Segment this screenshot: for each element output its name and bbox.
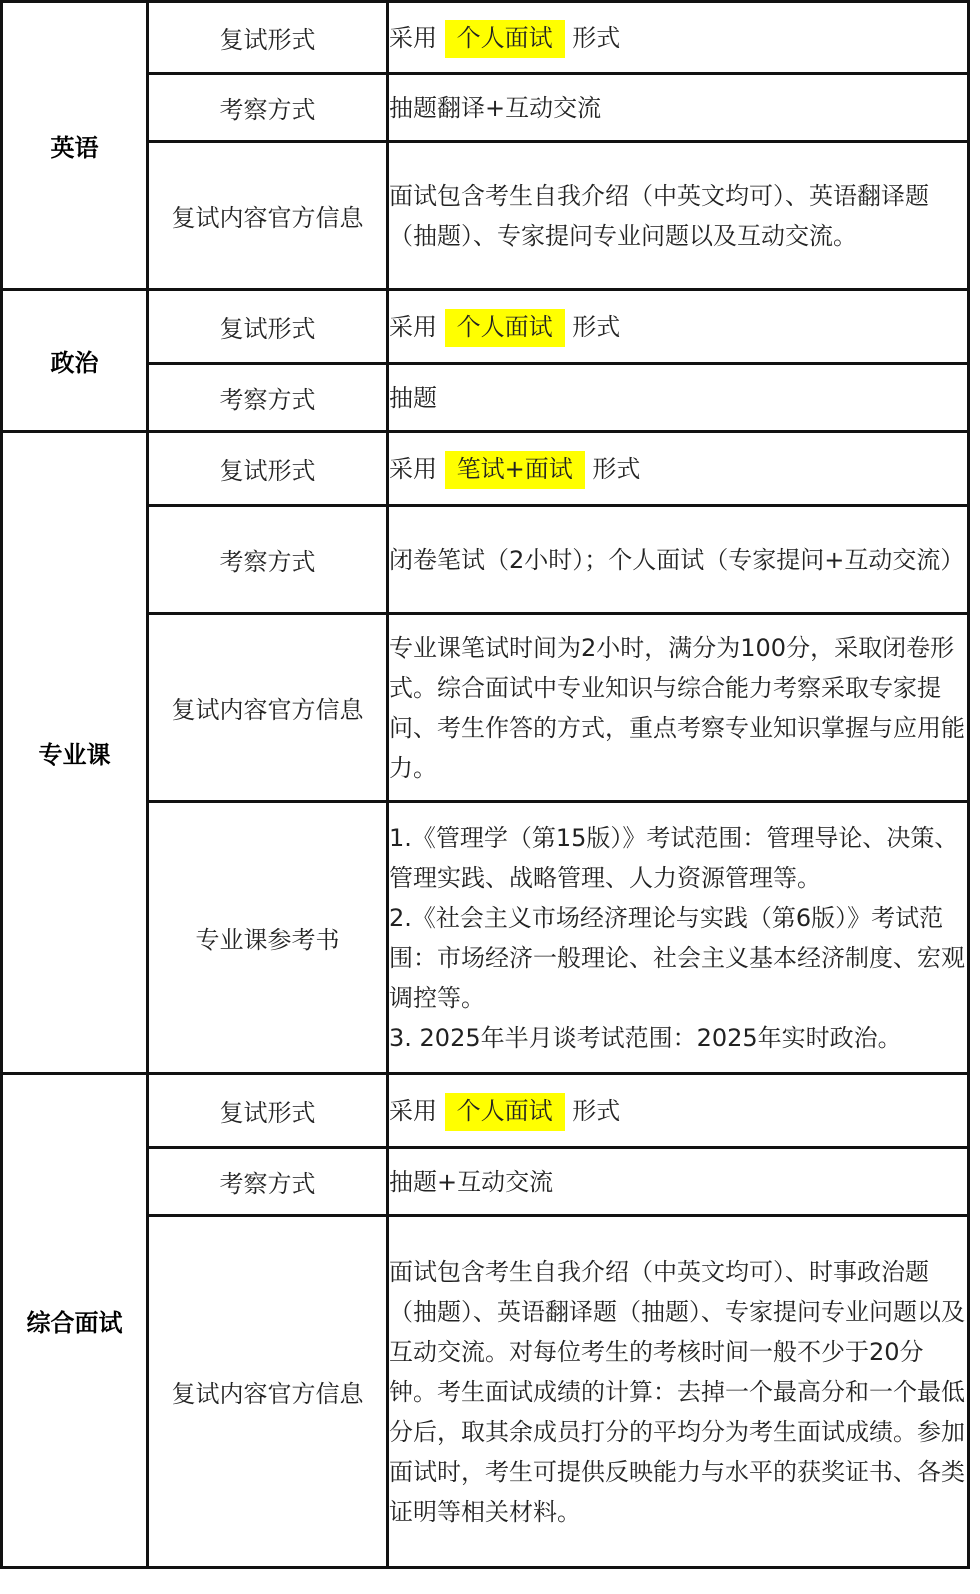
table-row bbox=[2, 2, 969, 74]
book-item: 1.《管理学（第15版）》考试范围：管理导论、决策、管理实践、战略管理、人力资源管理等。 bbox=[389, 823, 959, 892]
book-item: 2.《社会主义市场经济理论与实践（第6版）》考试范围：市场经济一般理论、社会主义基本经济制度、宏观调控等。 bbox=[389, 903, 965, 1012]
item-label-cell bbox=[148, 74, 388, 142]
format-cell bbox=[388, 432, 969, 506]
table-row bbox=[2, 364, 969, 432]
table-row bbox=[2, 432, 969, 506]
info-text: 面试包含考生自我介绍（中英文均可）、英语翻译题（抽题）、专家提问专业问题以及互动交流。 bbox=[389, 181, 929, 250]
format-suffix: 形式 bbox=[572, 1096, 621, 1125]
format-cell bbox=[388, 290, 969, 364]
format-suffix: 形式 bbox=[572, 23, 621, 52]
item-label: 考察方式 bbox=[219, 386, 316, 414]
table-row bbox=[2, 74, 969, 142]
table-row bbox=[2, 506, 969, 614]
format-cell bbox=[388, 2, 969, 74]
item-label-cell bbox=[148, 364, 388, 432]
highlight-mark: 个人面试 bbox=[445, 309, 565, 347]
item-label: 复试内容官方信息 bbox=[171, 204, 364, 232]
format-cell bbox=[388, 1074, 969, 1148]
format-prefix: 采用 bbox=[389, 454, 437, 483]
method-cell bbox=[388, 74, 969, 142]
format-prefix: 采用 bbox=[389, 1096, 437, 1125]
item-label: 复试形式 bbox=[219, 457, 316, 485]
item-label: 专业课参考书 bbox=[195, 926, 340, 954]
table-row bbox=[2, 1216, 969, 1568]
item-label: 考察方式 bbox=[219, 1170, 316, 1198]
subject-label: 专业课 bbox=[38, 741, 111, 769]
item-label-cell bbox=[148, 432, 388, 506]
item-label-cell bbox=[148, 1148, 388, 1216]
format-suffix: 形式 bbox=[572, 312, 621, 341]
subject-cell-interview bbox=[2, 1074, 148, 1568]
format-prefix: 采用 bbox=[389, 312, 437, 341]
subject-label: 综合面试 bbox=[26, 1309, 123, 1337]
info-text: 面试包含考生自我介绍（中英文均可）、时事政治题（抽题）、英语翻译题（抽题）、专家提问专业问题以及互动交流。对每位考生的考核时间一般不少于20分钟。考生面试成绩的计算：去掉一个最高分和一个最低分后，取其余成员打分的平均分为考生面试成绩。参加面试时，考生可提供反映能力与水平的获奖证书、各类证明等相关材料。 bbox=[389, 1257, 965, 1526]
item-label: 复试内容官方信息 bbox=[171, 1380, 364, 1408]
subject-cell-english bbox=[2, 2, 148, 290]
format-prefix: 采用 bbox=[389, 23, 437, 52]
method-text: 抽题翻译+互动交流 bbox=[389, 93, 602, 122]
method-text: 抽题 bbox=[389, 383, 437, 412]
books-cell bbox=[388, 802, 969, 1074]
item-label: 复试形式 bbox=[219, 26, 316, 54]
highlight-mark: 笔试+面试 bbox=[445, 451, 585, 489]
subject-label: 英语 bbox=[50, 134, 99, 162]
table-row bbox=[2, 614, 969, 802]
item-label: 复试形式 bbox=[219, 315, 316, 343]
subject-cell-politics bbox=[2, 290, 148, 432]
item-label-cell bbox=[148, 1074, 388, 1148]
method-text: 抽题+互动交流 bbox=[389, 1167, 554, 1196]
table-row bbox=[2, 802, 969, 1074]
item-label-cell bbox=[148, 2, 388, 74]
method-text: 闭卷笔试（2小时）；个人面试（专家提问+互动交流） bbox=[389, 545, 965, 574]
subject-label: 政治 bbox=[50, 349, 99, 377]
info-cell bbox=[388, 1216, 969, 1568]
item-label-cell bbox=[148, 802, 388, 1074]
item-label-cell bbox=[148, 290, 388, 364]
item-label: 复试形式 bbox=[219, 1099, 316, 1127]
table-row bbox=[2, 1148, 969, 1216]
item-label-cell bbox=[148, 1216, 388, 1568]
item-label: 考察方式 bbox=[219, 96, 316, 124]
highlight-mark: 个人面试 bbox=[445, 20, 565, 58]
highlight-mark: 个人面试 bbox=[445, 1093, 565, 1131]
method-cell bbox=[388, 506, 969, 614]
table-row bbox=[2, 142, 969, 290]
item-label: 复试内容官方信息 bbox=[171, 696, 364, 724]
info-cell bbox=[388, 142, 969, 290]
table-row bbox=[2, 290, 969, 364]
item-label-cell bbox=[148, 614, 388, 802]
info-text: 专业课笔试时间为2小时，满分为100分，采取闭卷形式。综合面试中专业知识与综合能力考察采取专家提问、考生作答的方式，重点考察专业知识掌握与应用能力。 bbox=[389, 633, 965, 782]
subject-cell-major bbox=[2, 432, 148, 1074]
book-item: 3. 2025年半月谈考试范围：2025年实时政治。 bbox=[389, 1023, 902, 1052]
item-label-cell bbox=[148, 506, 388, 614]
method-cell bbox=[388, 364, 969, 432]
table-row bbox=[2, 1074, 969, 1148]
item-label: 考察方式 bbox=[219, 548, 316, 576]
info-cell bbox=[388, 614, 969, 802]
method-cell bbox=[388, 1148, 969, 1216]
item-label-cell bbox=[148, 142, 388, 290]
format-suffix: 形式 bbox=[592, 454, 641, 483]
